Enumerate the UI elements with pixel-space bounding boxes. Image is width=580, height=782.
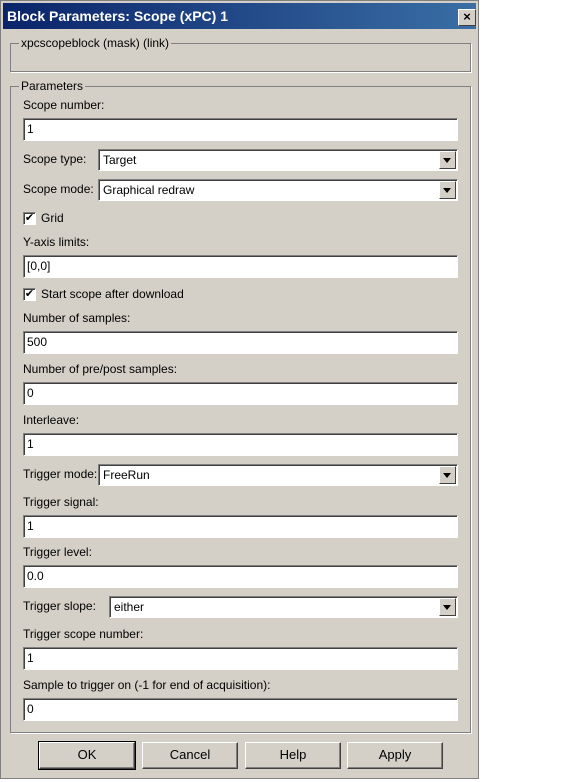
- start-scope-checkbox[interactable]: ✔: [24, 288, 35, 300]
- trigger-signal-field[interactable]: 1: [23, 515, 458, 538]
- ok-button[interactable]: OK: [39, 742, 135, 769]
- trigger-scope-number-field[interactable]: 1: [23, 647, 458, 670]
- trigger-level-label: Trigger level:: [23, 545, 92, 559]
- trigger-slope-select[interactable]: [109, 596, 458, 618]
- sample-to-trigger-label: Sample to trigger on (-1 for end of acquisition):: [23, 678, 271, 692]
- scope-number-field[interactable]: 1: [23, 118, 458, 141]
- trigger-mode-label: Trigger mode:: [23, 467, 98, 481]
- scope-type-label: Scope type:: [23, 152, 87, 166]
- scope-number-label: Scope number:: [23, 98, 105, 112]
- num-samples-label: Number of samples:: [23, 311, 131, 325]
- scope-mode-label: Scope mode:: [23, 182, 94, 196]
- scope-mode-value: Graphical redraw: [103, 183, 195, 197]
- grid-label: Grid: [41, 211, 64, 225]
- trigger-mode-select[interactable]: [98, 464, 458, 486]
- chevron-down-icon[interactable]: [439, 151, 456, 169]
- chevron-down-icon[interactable]: [439, 598, 456, 616]
- y-axis-limits-label: Y-axis limits:: [23, 235, 90, 249]
- trigger-level-field[interactable]: 0.0: [23, 565, 458, 588]
- help-button[interactable]: Help: [245, 742, 341, 769]
- title-bar[interactable]: [3, 3, 476, 29]
- num-samples-field[interactable]: 500: [23, 331, 458, 354]
- window-title: Block Parameters: Scope (xPC) 1: [7, 8, 228, 24]
- scope-type-value: Target: [103, 153, 137, 167]
- mask-group-label: xpcscopeblock (mask) (link): [21, 36, 170, 50]
- grid-checkbox[interactable]: ✔: [24, 212, 35, 224]
- close-icon[interactable]: ×: [458, 9, 476, 26]
- scope-type-select[interactable]: [98, 149, 458, 171]
- interleave-field[interactable]: 1: [23, 433, 458, 456]
- num-prepost-label: Number of pre/post samples:: [23, 362, 178, 376]
- chevron-down-icon[interactable]: [439, 181, 456, 199]
- trigger-signal-label: Trigger signal:: [23, 495, 99, 509]
- scope-mode-select[interactable]: [98, 179, 458, 201]
- chevron-down-icon[interactable]: [439, 466, 456, 484]
- y-axis-limits-field[interactable]: [0,0]: [23, 255, 458, 278]
- num-prepost-field[interactable]: 0: [23, 382, 458, 405]
- cancel-button[interactable]: Cancel: [142, 742, 238, 769]
- trigger-slope-label: Trigger slope:: [23, 599, 96, 613]
- interleave-label: Interleave:: [23, 413, 80, 427]
- sample-to-trigger-field[interactable]: 0: [23, 698, 458, 721]
- trigger-mode-value: FreeRun: [103, 468, 150, 482]
- start-scope-label: Start scope after download: [41, 287, 184, 301]
- trigger-slope-value: either: [114, 600, 145, 614]
- trigger-scope-number-label: Trigger scope number:: [23, 627, 144, 641]
- parameters-group-label: Parameters: [21, 79, 84, 93]
- apply-button[interactable]: Apply: [347, 742, 443, 769]
